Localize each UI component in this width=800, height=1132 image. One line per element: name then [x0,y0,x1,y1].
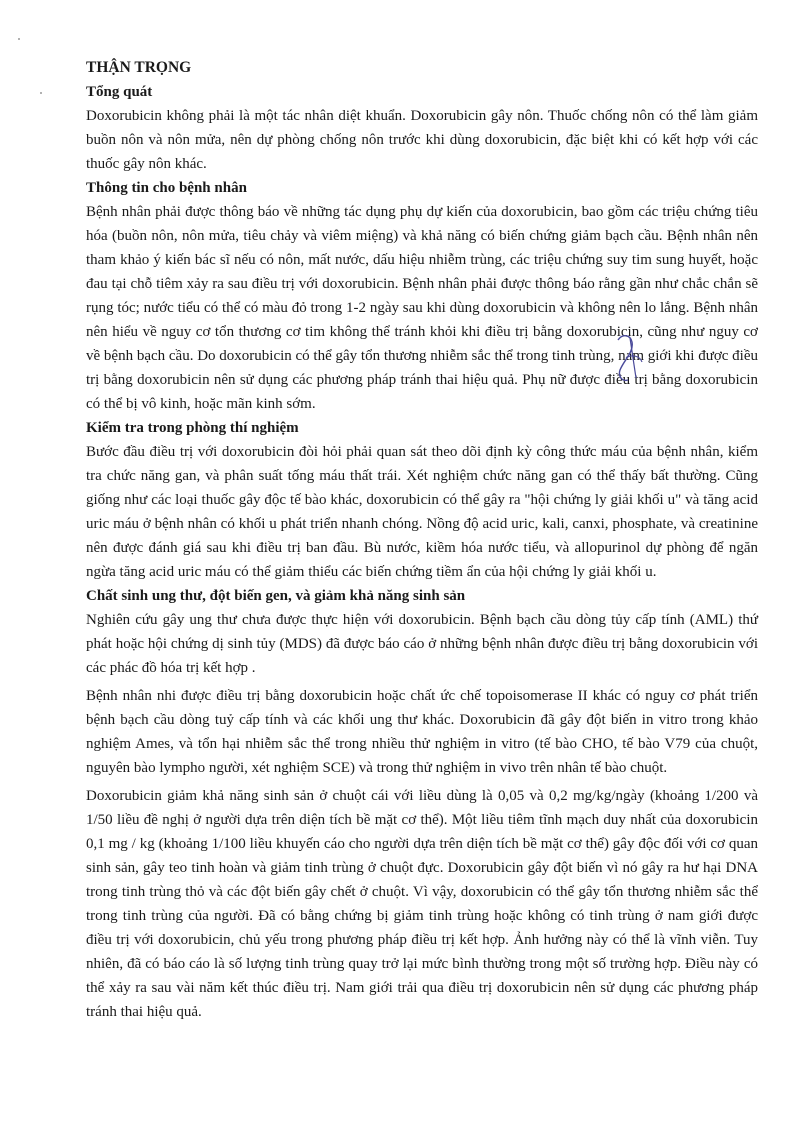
section-heading: Chất sinh ung thư, đột biến gen, và giảm khả năng sinh sản [86,588,466,604]
section-paragraph: Bệnh nhân nhi được điều trị bằng doxorubicin hoặc chất ức chế topoisomerase II khác có nguy cơ phát triển bệnh bạch cầu dòng tuỷ cấp tính và các khối ung thư khác. Doxorubicin đã gây đột biến in vitro trong khảo nghiệm Ames, và tổn hại nhiễm sắc thể trong nhiều thử nghiệm in vitro (tế bào CHO, tế bào V79 của chuột, nguyên bào lympho người, xét nghiệm SCE) và trong thử nghiệm in vivo trên nhân tế bào chuột. [86,688,758,776]
document-title: THẬN TRỌNG [86,59,192,76]
section-heading: Tổng quát [86,84,153,100]
handwritten-signature [612,330,646,386]
section-paragraph: Doxorubicin không phải là một tác nhân diệt khuẩn. Doxorubicin gây nôn. Thuốc chống nôn có thể làm giảm buồn nôn và nôn mửa, nên dự phòng chống nôn trước khi dùng doxorubicin, đặc biệt khi có kết hợp với các thuốc gây nôn khác. [86,108,758,172]
scan-speck [40,92,42,94]
section-heading: Thông tin cho bệnh nhân [86,180,247,196]
section-heading: Kiểm tra trong phòng thí nghiệm [86,420,299,436]
section-paragraph: Bước đầu điều trị với doxorubicin đòi hỏi phải quan sát theo dõi định kỳ công thức máu của bệnh nhân, kiểm tra chức năng gan, và phân suất tống máu thất trái. Xét nghiệm chức năng gan có thể thấy bất thường. Cũng giống như các loại thuốc gây độc tế bào khác, doxorubicin có thể gây ra "hội chứng ly giải khối u" và tăng acid uric máu ở bệnh nhân có khối u phát triển nhanh chóng. Nồng độ acid uric, kali, canxi, phosphate, và creatinine nên được đánh giá sau khi điều trị ban đầu. Bù nước, kiềm hóa nước tiểu, và allopurinol dự phòng để ngăn ngừa tăng acid uric máu có thể giảm thiểu các biến chứng tiềm ẩn của hội chứng ly giải khối u. [86,444,758,580]
section-laboratory-tests [86,416,758,584]
section-carcinogenesis [86,584,758,1024]
section-general [86,80,758,176]
scan-speck [18,38,20,40]
section-paragraph: Doxorubicin giảm khả năng sinh sản ở chuột cái với liều dùng là 0,05 và 0,2 mg/kg/ngày (khoảng 1/200 và 1/50 liều đề nghị ở người dựa trên diện tích bề mặt cơ thể). Một liều tiêm tĩnh mạch duy nhất của doxorubicin 0,1 mg / kg (khoảng 1/100 liều khuyến cáo cho người dựa trên diện tích bề mặt cơ thể) gây độc đối với cơ quan sinh sản, gây teo tinh hoàn và giảm tinh trùng ở chuột đực. Doxorubicin gây đột biến vì nó gây ra hư hại DNA trong tinh trùng thỏ và các đột biến gây chết ở chuột. Vì vậy, doxorubicin có thể gây tổn thương nhiễm sắc thể trong tinh trùng của người. Đã có bằng chứng bị giảm tinh trùng hoặc không có tinh trùng ở nam giới được điều trị với doxorubicin, chủ yếu trong phương pháp điều trị kết hợp. Ảnh hưởng này có thể là vĩnh viễn. Tuy nhiên, đã có báo cáo là số lượng tinh trùng quay trở lại mức bình thường trong một số trường hợp. Điều này có thể xảy ra sau vài năm kết thúc điều trị. Nam giới trải qua điều trị doxorubicin nên sử dụng các phương pháp tránh thai hiệu quả. [86,788,758,1020]
section-paragraph: Nghiên cứu gây ung thư chưa được thực hiện với doxorubicin. Bệnh bạch cầu dòng tủy cấp tính (AML) thứ phát hoặc hội chứng dị sinh tủy (MDS) đã được báo cáo ở những bệnh nhân được điều trị bằng doxorubicin với các phác đồ hóa trị kết hợp . [86,612,758,676]
section-patient-information [86,176,758,416]
document-page [86,56,758,1024]
section-paragraph: Bệnh nhân phải được thông báo về những tác dụng phụ dự kiến của doxorubicin, bao gồm các triệu chứng tiêu hóa (buồn nôn, nôn mửa, tiêu chảy và viêm miệng) và khả năng có biến chứng giảm bạch cầu. Bệnh nhân nên tham khảo ý kiến bác sĩ nếu có nôn, mất nước, dấu hiệu nhiễm trùng, các triệu chứng suy tim sung huyết, hoặc đau tại chỗ tiêm xảy ra sau điều trị với doxorubicin. Bệnh nhân phải được thông báo rằng gần như chắc chắn sẽ rụng tóc; nước tiểu có thể có màu đỏ trong 1-2 ngày sau khi dùng doxorubicin và không nên lo lắng. Bệnh nhân nên hiểu về nguy cơ tổn thương cơ tim không thể tránh khỏi khi điều trị bằng doxorubicin, cũng như nguy cơ về bệnh bạch cầu. Do doxorubicin có thể gây tổn thương nhiễm sắc thể trong tinh trùng, nam giới khi được điều trị bằng doxorubicin nên sử dụng các phương pháp tránh thai hiệu quả. Phụ nữ được điều trị bằng doxorubicin có thể bị vô kinh, hoặc mãn kinh sớm. [86,204,758,412]
